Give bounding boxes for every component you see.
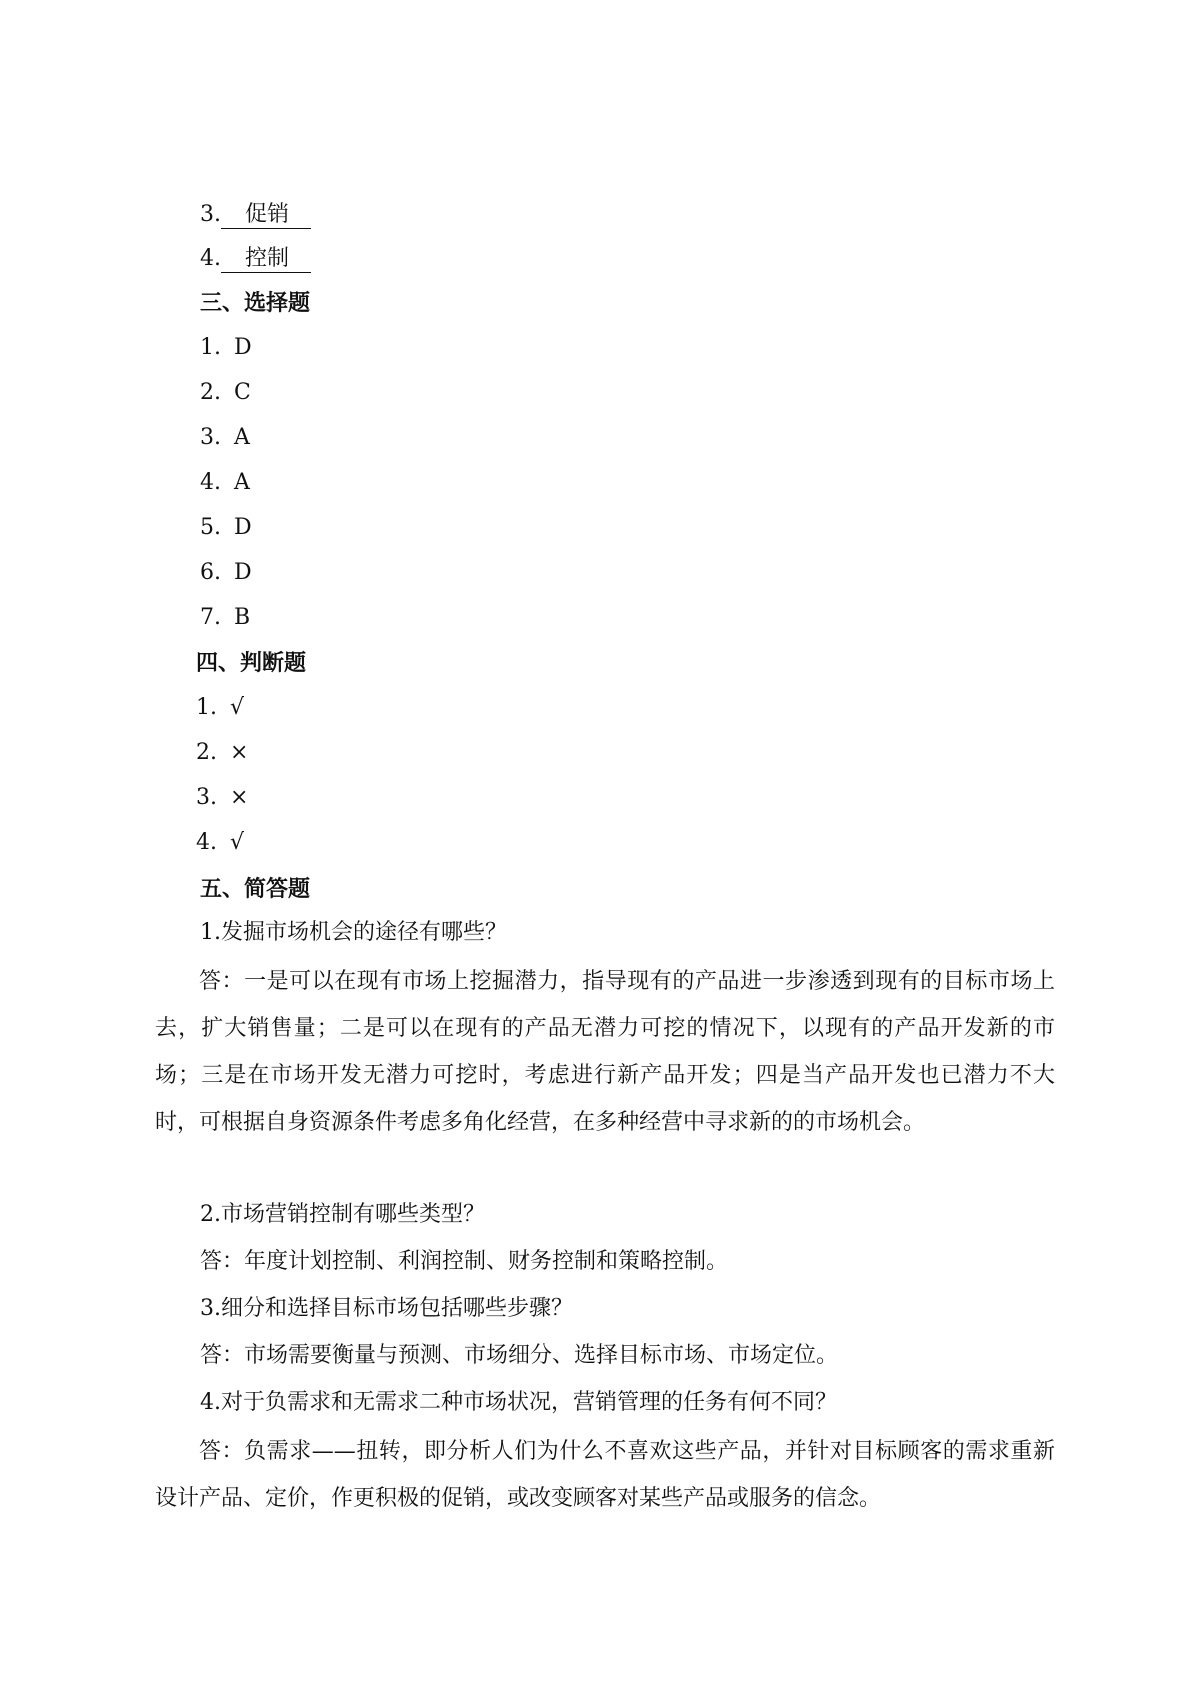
item-number: 3.	[200, 202, 221, 227]
choice-item	[200, 603, 250, 633]
choice-item	[200, 423, 250, 453]
question-1: 1.发掘市场机会的途径有哪些？	[200, 920, 507, 945]
blank-answer: 控制	[221, 246, 311, 273]
section-heading-judgement: 四、判断题	[196, 650, 307, 676]
item-answer: √	[230, 695, 245, 720]
item-number: 4.	[200, 246, 221, 271]
judgement-item	[196, 783, 248, 813]
item-answer: D	[234, 515, 252, 540]
section-heading-choice: 三、选择题	[200, 290, 311, 316]
item-answer: D	[234, 560, 252, 585]
item-number: 2.	[200, 380, 221, 405]
choice-item	[200, 513, 252, 543]
choice-item	[200, 333, 252, 363]
question-2: 2.市场营销控制有哪些类型？	[200, 1202, 485, 1227]
item-answer: √	[230, 830, 245, 855]
item-answer: A	[234, 470, 250, 495]
item-number: 4.	[196, 830, 217, 855]
item-number: 4.	[200, 470, 221, 495]
choice-item	[200, 558, 252, 588]
blank-answer: 促销	[221, 202, 311, 229]
fill-blank-item-4	[200, 244, 311, 274]
question-3: 3.细分和选择目标市场包括哪些步骤？	[200, 1296, 573, 1321]
item-number: 7.	[200, 605, 221, 630]
judgement-item	[196, 828, 244, 858]
answer-4: 答：负需求——扭转，即分析人们为什么不喜欢这些产品，并针对目标顾客的需求重新设计产品、定价，作更积极的促销，或改变顾客对某些产品或服务的信念。	[155, 1439, 1055, 1511]
choice-item	[200, 468, 250, 498]
item-number: 2.	[196, 740, 217, 765]
item-number: 3.	[200, 425, 221, 450]
item-number: 5.	[200, 515, 221, 540]
item-number: 1.	[196, 695, 217, 720]
item-answer: C	[234, 380, 251, 405]
judgement-item	[196, 693, 244, 723]
item-number: 1.	[200, 335, 221, 360]
section-heading-short-answer: 五、简答题	[200, 876, 311, 902]
item-number: 3.	[196, 785, 217, 810]
item-answer: ×	[230, 785, 249, 810]
answer-3: 答：市场需要衡量与预测、市场细分、选择目标市场、市场定位。	[200, 1343, 839, 1368]
item-answer: A	[234, 425, 250, 450]
item-number: 6.	[200, 560, 221, 585]
item-answer: ×	[230, 740, 249, 765]
answer-2: 答：年度计划控制、利润控制、财务控制和策略控制。	[200, 1249, 729, 1274]
answer-1: 答：一是可以在现有市场上挖掘潜力，指导现有的产品进一步渗透到现有的目标市场上去，扩大销售量；二是可以在现有的产品无潜力可挖的情况下，以现有的产品开发新的市场；三是在市场开发无潜力可挖时，考虑进行新产品开发；四是当产品开发也已潜力不大时，可根据自身资源条件考虑多角化经营，在多种经营中寻求新的的市场机会。	[155, 969, 1055, 1135]
item-answer: B	[234, 605, 251, 630]
fill-blank-item-3	[200, 200, 311, 230]
item-answer: D	[234, 335, 252, 360]
judgement-item	[196, 738, 248, 768]
question-4: 4.对于负需求和无需求二种市场状况，营销管理的任务有何不同？	[200, 1390, 837, 1415]
choice-item	[200, 378, 251, 408]
